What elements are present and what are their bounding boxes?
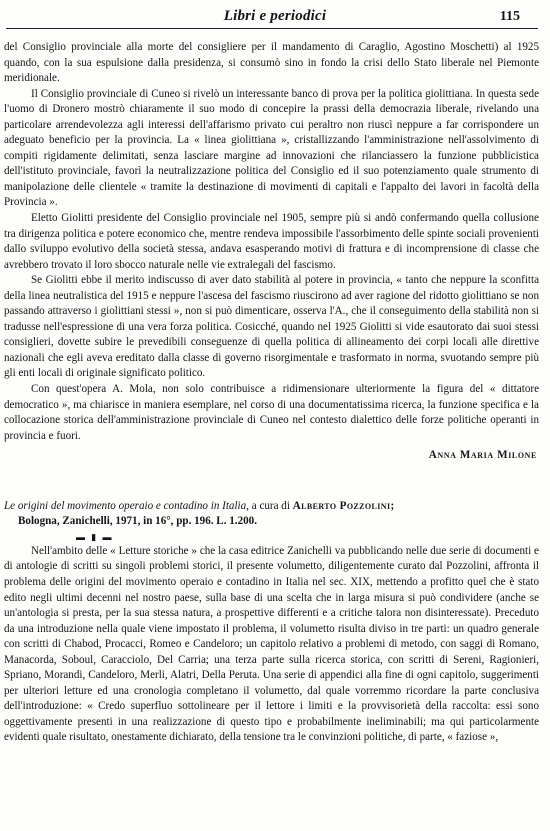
paragraph: Eletto Giolitti presidente del Consiglio provinciale nel 1905, sempre più si andò confermando quella collusione tra dirigenza politica e potere economico che, mentre rendeva impossibile l'assorbimento delle spinte sociali provenienti dallo sviluppo evolutivo della società stessa, andava esasperando motivi di frattura e di incomprensione di classe che avrebbero trovato il loro sbocco naturale nelle vie extralegali del fascismo. [4,212,539,271]
running-header [0,8,550,30]
ornament: ▬ ▮ ▬ [76,531,114,542]
review-heading [4,499,539,530]
paragraph: Con quest'opera A. Mola, non solo contribuisce a ridimensionare ulteriormente la figura del « dittatore democratico », ma chiarisce in maniera esemplare, nel corso di una documentatissima ricerca, la funzione specifica e la collocazione storica dell'amministrazione provinciale di Cuneo nel contesto dialettico delle forze politiche operanti in provincia e fuori. [4,383,539,442]
paragraph: Il Consiglio provinciale di Cuneo si rivelò un interessante banco di prova per la politica giolittiana. In questa sede l'uomo di Dronero mostrò chiaramente il suo modo di concepire la prassi della democrazia liberale, rivelando una particolare arrendevolezza agli interessi dell'affarismo privato cui peraltro non riuscì neppure a far corrispondere un adeguato beneficio per la provincia. La « linea giolittiana », cristallizzando l'amministrazione nell'assolvimento di compiti rigidamente delimitati, senza lasciare margine ad innovazioni che rilanciassero la funzione pubblicistica dell'istituto provinciale, favorì la neutralizzazione politica del Consiglio ed il suo potenziamento quale strumento di manipolazione delle clientele « tramite la destinazione di movimenti di capitali e l'appalto dei lavori in facoltà della Provincia ». [4,87,539,209]
review-publication-info: Bologna, Zanichelli, 1971, in 16°, pp. 196. L. 1.200. [18,515,257,528]
page-body [4,40,539,746]
page-number: 115 [499,9,520,24]
header-rule [6,28,538,29]
review-editor: Alberto Pozzolini; [292,499,395,512]
section-gap [4,464,539,499]
paragraph: del Consiglio provinciale alla morte del consigliere per il mandamento di Caraglio, Agostino Moschetti) al 1925 quando, con la sua espulsione dalla presidenza, si consumò sino in fondo la crisi dello Stato liberale nel Piemonte meridionale. [4,41,539,85]
paragraph: Se Giolitti ebbe il merito indiscusso di aver dato stabilità al potere in provincia, « tanto che neppure la sconfitta della linea neutralistica del 1915 e neppure l'ascesa del fascismo riuscirono ad aver ragione del ridotto giolittiano se non passando attraverso i giolittiani stessi », non si può dimenticare, osserva l'A., che il conseguimento della stabilità non si tradusse nell'espressione di una vera forza politica. Cosicché, quando nel 1925 Giolitti si vide esautorato dai suoi stessi consiglieri, dovette subire le prevedibili conseguenze di quella politica di allineamento dei corpi locali alle direttive nazionali che egli aveva ereditato dalla classe di governo risorgimentale e trasformato in norma, svuotando sempre più gli enti locali di originale significato politico. [4,274,539,380]
review-book-title: Le origini del movimento operaio e contadino in Italia, [4,499,249,512]
author-signature: Anna Maria Milone [428,449,537,462]
section-title: Libri e periodici [223,8,327,24]
review-editor-prefix: a cura di [251,499,290,512]
paragraph: Nell'ambito delle « Letture storiche » che la casa editrice Zanichelli va pubblicando nelle due serie di documenti e di antologie di scritti su singoli problemi storici, il presente volumetto, diligentemente curato dal Pozzolini, affronta il problema delle origini del movimento operaio e contadino in Italia nel sec. XIX, mettendo a profitto quel che è stato edito negli ultimi decenni nel nostro paese, sulla base di una scelta che in larga misura si può condividere (anche se un'antologia si presta, per la sua stessa natura, a prospettive differenti e a critiche talora non disinteressate). Preceduto da una introduzione nella quale viene impostato il problema, il volumetto risulta diviso in tre parti: un quadro generale con scritti di Chabod, Procacci, Romeo e Candeloro; un capitolo relativo a problemi di metodo, con saggi di Romano, Manacorda, Soboul, Caracciolo, Del Carria; una terza parte sulla ricerca storica, con scritti di Sereni, Ragionieri, Spriano, Morandi, Candeloro, Merli, Alatri, Della Peruta. Una serie di appendici alla fine di ogni capitolo, suggerimenti per ulteriori letture ed una cronologia completano il volumetto, dal quale vorremmo ricordare la parte conclusiva dell'introduzione: « Credo superfluo sottolineare per il lettore i limiti e la provvisorietà della raccolta: essi sono oggettivamente presenti in una realizzazione di questo tipo e probabilmente ineliminabili; ma qui particolarmente evidenti quale risultato, onestamente dichiarato, della tensione tra le convinzioni politiche, di parte, « faziose », [4,544,539,744]
